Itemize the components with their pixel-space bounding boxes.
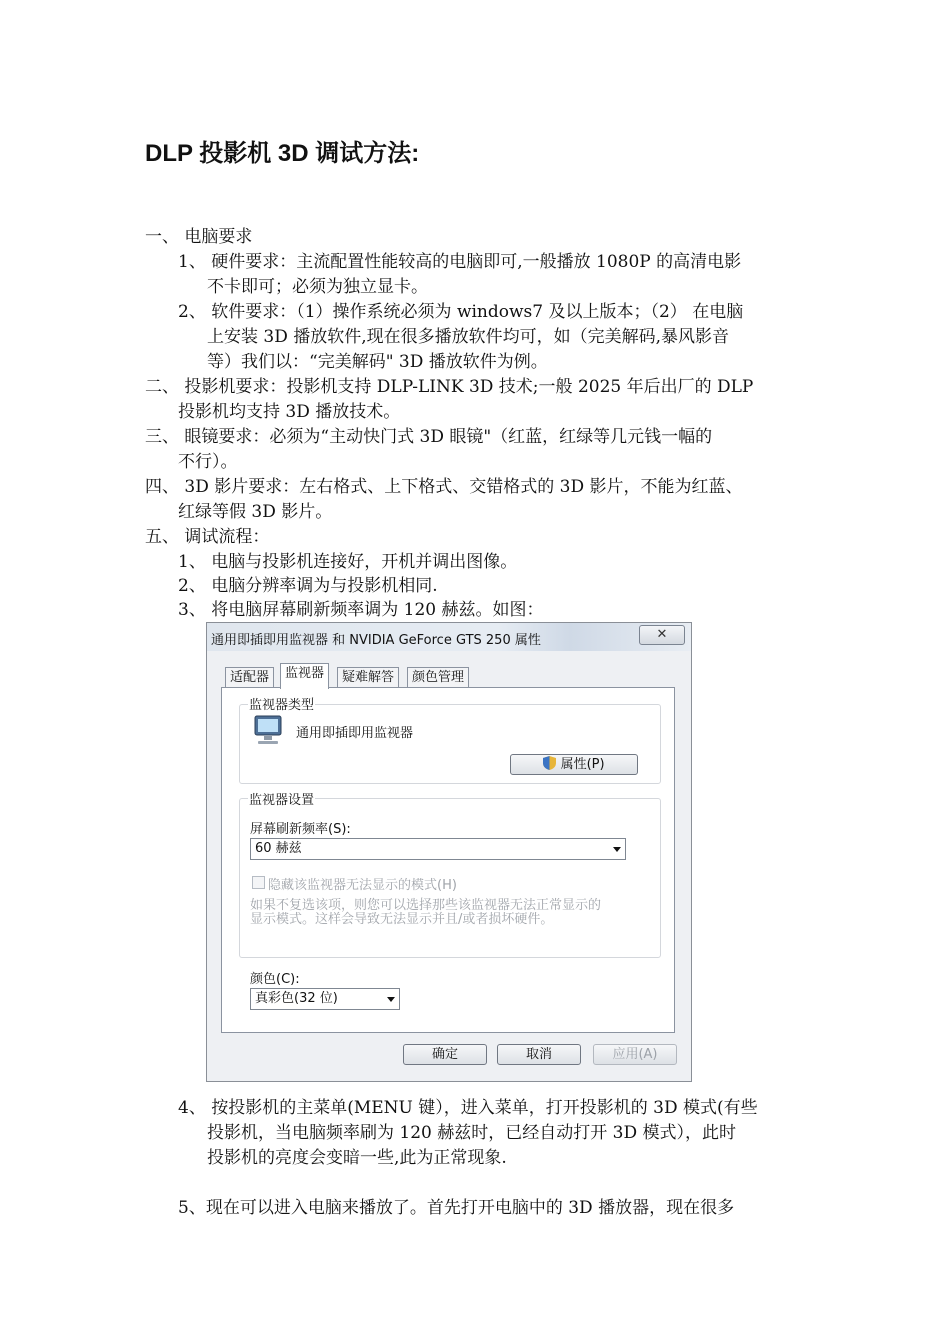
section-3: 三、 眼镜要求：必须为“主动快门式 3D 眼镜"（红蓝，红绿等几元钱一幅的 [145, 427, 713, 447]
ok-button[interactable]: 确定 [403, 1044, 487, 1065]
apply-button[interactable]: 应用(A) [593, 1044, 677, 1065]
item-5-5: 5、现在可以进入电脑来播放了。首先打开电脑中的 3D 播放器，现在很多 [178, 1198, 735, 1218]
item-1-1-cont: 不卡即可；必须为独立显卡。 [207, 277, 428, 297]
hide-modes-description-line2: 显示模式。这样会导致无法显示并且/或者损坏硬件。 [250, 912, 554, 927]
section-4: 四、 3D 影片要求：左右格式、上下格式、交错格式的 3D 影片，不能为红蓝、 [145, 477, 743, 497]
section-3-cont: 不行）。 [178, 452, 238, 472]
close-button[interactable]: ✕ [639, 625, 685, 645]
hide-modes-label: 隐藏该监视器无法显示的模式(H) [268, 878, 457, 893]
properties-button-label: 属性(P) [560, 757, 605, 772]
section-5-heading: 五、 调试流程： [145, 527, 270, 547]
section-2: 二、 投影机要求：投影机支持 DLP-LINK 3D 技术;一般 2025 年后出厂的 DLP [145, 377, 754, 397]
item-5-4-cont: 投影机，当电脑频率刷为 120 赫兹时，已经自动打开 3D 模式），此时 [207, 1123, 737, 1143]
color-label: 颜色(C): [250, 972, 300, 987]
monitor-tab-panel [221, 687, 675, 1033]
refresh-rate-select[interactable] [250, 838, 626, 860]
monitor-name: 通用即插即用监视器 [296, 726, 414, 741]
chevron-down-icon [387, 997, 395, 1002]
refresh-rate-value: 60 赫兹 [255, 841, 302, 856]
monitor-type-label: 监视器类型 [248, 694, 315, 713]
item-1-2-cont: 上安装 3D 播放软件,现在很多播放软件均可，如（完美解码,暴风影音 [207, 327, 730, 347]
tab-adapter[interactable]: 适配器 [225, 667, 274, 687]
hide-modes-checkbox[interactable] [252, 876, 265, 889]
page-title: DLP 投影机 3D 调试方法: [145, 140, 420, 167]
color-depth-select[interactable] [250, 988, 400, 1010]
dialog-title-bar [207, 623, 691, 651]
tab-color-management[interactable]: 颜色管理 [407, 667, 469, 687]
properties-button[interactable] [510, 754, 638, 775]
cancel-button[interactable]: 取消 [497, 1044, 581, 1065]
color-depth-value: 真彩色(32 位) [255, 991, 338, 1006]
item-5-4-cont2: 投影机的亮度会变暗一些,此为正常现象. [207, 1148, 507, 1168]
section-1-heading: 一、 电脑要求 [145, 227, 253, 247]
chevron-down-icon [613, 847, 621, 852]
item-1-2-cont2: 等）我们以：“完美解码" 3D 播放软件为例。 [207, 352, 548, 372]
section-4-cont: 红绿等假 3D 影片。 [178, 502, 333, 522]
item-5-4: 4、 按投影机的主菜单(MENU 键），进入菜单，打开投影机的 3D 模式(有些 [178, 1098, 758, 1118]
tab-troubleshoot[interactable]: 疑难解答 [337, 667, 399, 687]
display-properties-dialog [206, 622, 692, 1082]
hide-modes-description-line1: 如果不复选该项，则您可以选择那些该监视器无法正常显示的 [250, 898, 602, 913]
item-5-3: 3、 将电脑屏幕刷新频率调为 120 赫兹。如图： [178, 600, 544, 620]
section-2-cont: 投影机均支持 3D 播放技术。 [178, 402, 401, 422]
item-5-1: 1、 电脑与投影机连接好，开机并调出图像。 [178, 552, 518, 572]
dialog-title: 通用即插即用监视器 和 NVIDIA GeForce GTS 250 属性 [211, 633, 541, 648]
refresh-rate-label: 屏幕刷新频率(S): [250, 822, 351, 837]
monitor-icon [252, 714, 286, 748]
item-5-2: 2、 电脑分辨率调为与投影机相同. [178, 576, 438, 596]
tab-monitor[interactable]: 监视器 [280, 663, 329, 689]
monitor-settings-label: 监视器设置 [248, 789, 315, 808]
item-1-2: 2、 软件要求：（1）操作系统必须为 windows7 及以上版本；（2） 在电脑 [178, 302, 744, 322]
item-1-1: 1、 硬件要求：主流配置性能较高的电脑即可,一般播放 1080P 的高清电影 [178, 252, 742, 272]
shield-icon [543, 756, 556, 770]
